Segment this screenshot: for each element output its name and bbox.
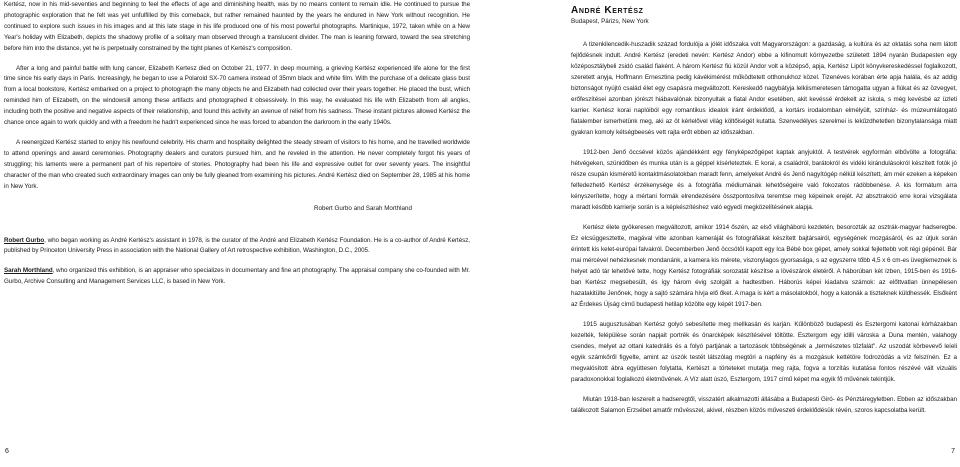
paragraph-after-army: Miután 1918-ban leszerelt a hadseregtől, visszatért alkalmazotti állásába a Budapesti Giró- és Pénztáregyletben. Ebben az időszakban találkozott Salamon Erzsébet amatőr művésszel, akivel, részben közös műveszeti érdeklődésük révén, szoros kapcsolatba került.	[571, 396, 957, 414]
spacer	[571, 385, 957, 394]
english-text-column	[4, 0, 470, 288]
right-page	[480, 0, 960, 467]
spacer	[4, 257, 470, 266]
bio-name-robert-gurbo: Robert Gurbo	[4, 236, 45, 244]
spacer	[4, 214, 470, 236]
author-signature: Robert Gurbo and Sarah Morthland	[314, 204, 412, 212]
bio-text-robert-gurbo: , who began working as André Kertész's assistant in 1978, is the curator of the André and Elizabeth Kertész Foundation. He is a co-author of André Kertész, published by Princeton University Press in association with the National Gallery of Art retrospective exhibition, Washington, D.C., 2005.	[4, 236, 470, 255]
paragraph-martinique: Kertész, now in his mid-seventies and beginning to feel the effects of age and diminishing health, was by no means content to remain idle. He continued to pursue the photographic exploration that he felt was yet unfulfilled by this comeback, but rather remained haunted by the years he endured in New York without recognition. He continued to explore such issues in his images and at this late stage in his life produced one of his most powerful photographs. Martinique, 1972, taken while on a New Year's holiday with Elizabeth, depicts the shadowy profile of a solitary man observed through a translucent divider. The man is leaning forward, toward the sea stretching before him into the distance, yet he is perpetually constrained by the tight planes of Kertész's composition.	[4, 1, 470, 52]
article-title: André Kertész	[571, 5, 644, 16]
paragraph-war: Kertész élete gyökeresen megváltozott, amikor 1914 őszén, az első világháború kezdetén, besorozták az osztrák-magyar hadseregbe. Ez elcsüggesztette, magával vitte azonban kameráját és fotográfiákat készített bajtársairól, egységének mozgásáról, és az útjuk során érintett kis kelet-európai falvakról. Decemberben Jenő öccsötöl kapott egy Ica Bébé box gépet, amely sokkal fejlettebb volt régi gépénél. Bár mai mércével nehézkesnek mondanánk, a kamera kis mérete, viszonylagos gyorsasága, s az egyszerre tőbb 4,5 x 6 cm-es üveglemeznek is helyet adó tár lehetővé tette, hogy Kertész fotográfiák sorozatát készítse a lövészárok életéről. A háborúban két ízben, 1915-ben és 1916-ban Kertész megsebesült, és így három évig szolgált a hadtestben. Háborús képei kiadatva számok: az előttvatlan ünnepélesen hazatakitülte Jenőnek, hogy a sajtó számára hívja elő őket. A maga is kért a másolatokból, hogy a katonák a tiszteknek küldhessék. Elsőként az Érdekes Újság című budapesti hetilap közölte egy képét 1917-ben.	[571, 224, 957, 308]
paragraph-elizabeth-death: After a long and painful battle with lung cancer, Elizabeth Kertesz died on October 21, 1977. In deep mourning, a grieving Kertész experienced life alone for the first time since his early days in Paris. Increasingly, he began to use a Polaroid SX-70 camera instead of 35mm black and white film. With the purchase of a delicate glass bust from a local bookstore, Kertész embarked on a project to photograph the many objects he and Elizabeth had collected over their years together. He placed the bust, which reminded him of Elizabeth, on the windowsill among these artifacts and photographed it obsessively. In this way, he evaluated his life with Elizabeth from all angles, including both the positive and negative aspects of their relationship, and found this activity an avenue of relief from his sadness. These instant pictures allowed Kertész the chance once again to work quickly and with a freedom he hadn't experienced since he was forced to abandon the darkroom in the early 1940s.	[4, 64, 470, 127]
bio-sarah-morthland	[4, 266, 470, 288]
page-number-left: 6	[5, 448, 9, 455]
paragraph-first-camera: 1912-ben Jenő öccsével közös ajándékként egy fényképezőgépet kaptak anyjuktól. A testvérek egyformán elbűvölte a fotográfia: hétvégeken, szünidőben és munka után is a géppel kísérleteztek. E korai, a családról, barátokról és vidéki kirándulásokról készített fotók jó része csupán kisméretű kontaktmásolatokban maradt fenn, amelyeket André és Jenő nagyítógép nélkül készített, ám mér ezeken a képeken felfedezhető Kertész érzékenysége és a fotográfia médiumának lehetőségeire való fokozatos rádöbbenése. A kis formátum arra kényszerítette, hogy a mértani formák elrendezésére összpontosítva teremtse meg képeinek erejét. Az absztrakció erre korai vizsgálata maradt később karrierje során is a képkészítéshez való egyedi megközelítésének alapja.	[571, 149, 957, 211]
bio-robert-gurbo	[4, 236, 470, 258]
page-number-right: 7	[951, 448, 955, 455]
paragraph-celebrity: A reenergized Kertész started to enjoy his newfound celebrity. His charm and hospitality delighted the steady stream of visitors to his home, and he travelled worldwide to attend openings and award ceremonies. Photography dealers and curators pursued him, and he reveled in the attention. He never completely forgot his years of struggling; his laments were a permanent part of his repertoire of stories. Photography had been his life and expressive outlet for over seventy years. The insightful character of the man who created such extraordinary images can only be fully gleaned from examining his pictures. André Kertész died on September 28, 1985 at his home in New York.	[4, 138, 470, 190]
bio-name-sarah-morthland: Sarah Morthland	[4, 267, 53, 275]
bio-text-sarah-morthland: , who organized this exhibition, is an appraiser who specializes in documentary and fine art photography. The appraisal company she co-founded with Mr. Gurbo, Archive Consulting and Management Services LLC, is based in New York.	[4, 267, 470, 286]
hungarian-text-column	[571, 0, 957, 416]
paragraph-childhood: A tizenkilencedik-huszadik század fordulója a jólét időszaka volt Magyarországon: a gazdaság, a kultúra és az oktatás soha nem látott fejlődésnek indult. André Kertész (eredeti nevén: Kertész Andor) ebbe a kifinomult környezetbe született 1894 nyarán Budapesten egy középosztálybeli zsidó család fiaként. A három Kertész fiú közül Andor volt a középső, apja, Kertész Lipót könyvkereskedéssel foglalkozott, szeretett anyja, Hoffmann Ernesztina pedig kávékimérést működtetett otthonukhoz közel. Tizenéves korában érte apja halála, és az addig biztonságot nyújtó család élet egy csapásra megváltozott. Kereskedő nagybátyja lelkiismeretesen támogatta ugyan a fiúkat és az özvegyet, erőfeszítései azonban jórészt hiábavalónak bizonyultak a fiatal Andor esetében, akit kevéssé érdekelt az iskola, s még kevésbé az üzleti karrier. Kertész korai naplóiból egy romantikus idealok iránt érdeklődő, a kortárs irodalomban elmélyült, színház- és múzeumlátogató fiatalember ismerhetünk meg, aki az öt kérlelővel világ költőiségét kutatta. Szenvedélyes szerelmei is lekűzdhetetlen bizonytalansága miatt gyakran komoly kétségbeesés vett rajta erőt ebben az időszakban.	[571, 41, 957, 136]
spacer	[571, 138, 957, 147]
spacer	[571, 27, 957, 39]
spacer	[4, 129, 470, 138]
spacer	[571, 213, 957, 222]
spacer	[4, 55, 470, 64]
spacer	[4, 193, 470, 204]
article-subtitle: Budapest, Párizs, New York	[571, 18, 649, 25]
spacer	[571, 310, 957, 319]
paragraph-esztergom: 1915 augusztusában Kertész golyó sebesítette meg mellkasán és karján. Kűlönböző budapesti és Esztergomi katonai kórházakban kezelték, felépülése során napjait portrék és önarcképek készítésével töltötte. Esztergom egy idilli városka a Duna mentén, valahogy csendes, melyet az ottani katedrális és a folyó partjának a tartozások többségének a „természetes tűzfalát". Az uszodát körbevevő leíeli egyik számkőről figyelte, amint az úszók testét látszólag megtöri a napfény és a mozgásuk kettétöre fodrozódás a víz felszínén. Ez a megvalósított ábra együttesen folytatta, Kertészt a törteteket mutatja meg rajta, fogva a torzítás kutatása fontos részévé vált vizuális paradoxonokkal foglalkozó életművének. A Víz alatt úszó, Esztergom, 1917 című képet ma egyik fő művének tekintjük.	[571, 321, 957, 383]
